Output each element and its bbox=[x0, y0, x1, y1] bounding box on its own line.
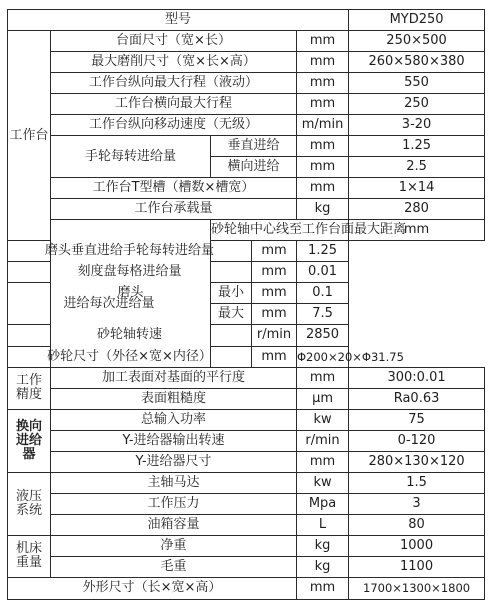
model-label: 型号 bbox=[8, 10, 349, 31]
param-value: 260×580×380 bbox=[349, 52, 485, 73]
group-label-reversing-feeder bbox=[8, 409, 51, 472]
param-value: 1.5 bbox=[349, 472, 485, 493]
spec-table bbox=[7, 9, 485, 600]
param-name: 进给每次进给量 bbox=[8, 283, 211, 325]
table-row bbox=[8, 514, 485, 535]
param-name: 油箱容量 bbox=[51, 514, 297, 535]
param-value: 250×500 bbox=[349, 31, 485, 52]
param-value: 75 bbox=[349, 409, 485, 430]
group-label-grinding-head: 磨头 bbox=[51, 220, 211, 367]
table-row bbox=[8, 409, 485, 430]
param-unit: r/min bbox=[297, 430, 349, 451]
group-label-text: 换向进给器 bbox=[15, 418, 42, 462]
param-unit: mm bbox=[252, 241, 297, 262]
param-unit: kw bbox=[297, 409, 349, 430]
param-name: 最大磨削尺寸（宽×长×高） bbox=[51, 52, 297, 73]
param-value: 280×130×120 bbox=[349, 451, 485, 472]
param-value: 0.1 bbox=[297, 283, 349, 304]
param-unit: μm bbox=[297, 388, 349, 409]
param-unit: mm bbox=[252, 304, 297, 325]
param-unit: mm bbox=[297, 73, 349, 94]
param-name: 工作压力 bbox=[51, 493, 297, 514]
param-unit: mm bbox=[252, 346, 297, 367]
param-unit: kw bbox=[297, 472, 349, 493]
param-name: Y-进给器尺寸 bbox=[51, 451, 297, 472]
table-row bbox=[8, 178, 485, 199]
param-unit: mm bbox=[297, 94, 349, 115]
param-unit: kg bbox=[297, 556, 349, 577]
param-value: 1100 bbox=[349, 556, 485, 577]
param-name: 净重 bbox=[51, 535, 297, 556]
param-value: 3-20 bbox=[349, 115, 485, 136]
param-value: 7.5 bbox=[297, 304, 349, 325]
table-row bbox=[8, 451, 485, 472]
param-name: 工作台横向最大行程 bbox=[51, 94, 297, 115]
param-name: 总输入功率 bbox=[51, 409, 297, 430]
group-label-hydraulic-system bbox=[8, 472, 51, 535]
param-value: 1.25 bbox=[349, 136, 485, 157]
table-row bbox=[8, 199, 485, 220]
param-value: 80 bbox=[349, 514, 485, 535]
param-name: 砂轮尺寸（外径×宽×内径） bbox=[8, 346, 252, 367]
table-row bbox=[8, 262, 485, 283]
param-unit: L bbox=[297, 514, 349, 535]
param-name: 表面粗糙度 bbox=[51, 388, 297, 409]
param-value: Φ200×20×Φ31.75 bbox=[297, 346, 349, 367]
param-value: 550 bbox=[349, 73, 485, 94]
param-unit: Mpa bbox=[297, 493, 349, 514]
param-value: 0.01 bbox=[297, 262, 349, 283]
table-row bbox=[8, 241, 485, 262]
param-unit: mm bbox=[349, 220, 485, 241]
param-name: 磨头垂直进给手轮每转进给量 bbox=[8, 241, 252, 262]
param-unit: mm bbox=[297, 31, 349, 52]
table-row bbox=[8, 115, 485, 136]
param-value: 1.25 bbox=[297, 241, 349, 262]
param-value: 280 bbox=[349, 199, 485, 220]
table-row bbox=[8, 136, 485, 157]
param-name: 工作台纵向最大行程（液动） bbox=[51, 73, 297, 94]
table-row bbox=[8, 52, 485, 73]
param-unit: mm bbox=[297, 52, 349, 73]
param-name: 砂轮轴中心线至工作台面最大距离 bbox=[211, 220, 349, 241]
param-value: 0-120 bbox=[349, 430, 485, 451]
param-unit: mm bbox=[297, 136, 349, 157]
param-unit: m/min bbox=[297, 115, 349, 136]
param-name: 工作台T型槽（槽数×槽宽） bbox=[51, 178, 297, 199]
param-unit: mm bbox=[297, 157, 349, 178]
table-row bbox=[8, 577, 485, 599]
table-row bbox=[8, 535, 485, 556]
group-label-text: 工作精度 bbox=[15, 373, 42, 403]
param-name: 工作台纵向移动速度（无级） bbox=[51, 115, 297, 136]
group-label-machine-weight bbox=[8, 535, 51, 577]
param-name: 台面尺寸（宽×长） bbox=[51, 31, 297, 52]
param-name: 砂轮轴转速 bbox=[8, 325, 252, 346]
param-subname: 垂直进给 bbox=[211, 136, 297, 157]
param-unit: mm bbox=[297, 577, 349, 599]
group-label-text: 液压系统 bbox=[15, 488, 42, 518]
table-row bbox=[8, 94, 485, 115]
param-unit: mm bbox=[297, 451, 349, 472]
table-row bbox=[8, 73, 485, 94]
param-unit: mm bbox=[297, 178, 349, 199]
table-row bbox=[8, 346, 485, 367]
model-value: MYD250 bbox=[349, 10, 485, 31]
group-label-workbench: 工作台 bbox=[8, 31, 51, 241]
param-name: 工作台承载量 bbox=[51, 199, 297, 220]
table-row bbox=[8, 430, 485, 451]
param-value: 1×14 bbox=[349, 178, 485, 199]
table-row bbox=[8, 493, 485, 514]
param-unit: kg bbox=[297, 535, 349, 556]
param-value: 2850 bbox=[297, 325, 349, 346]
param-name: 毛重 bbox=[51, 556, 297, 577]
group-label-text: 机床重量 bbox=[15, 541, 42, 571]
table-row bbox=[8, 556, 485, 577]
param-name: 加工表面对基面的平行度 bbox=[51, 367, 297, 388]
param-name: 刻度盘每格进给量 bbox=[8, 262, 252, 283]
param-unit: mm bbox=[252, 283, 297, 304]
param-value: Ra0.63 bbox=[349, 388, 485, 409]
param-unit: kg bbox=[297, 199, 349, 220]
param-subname: 最大 bbox=[211, 304, 252, 325]
group-label-work-accuracy bbox=[8, 367, 51, 409]
table-row bbox=[8, 367, 485, 388]
param-name: 外形尺寸（长×宽×高） bbox=[8, 577, 297, 599]
param-unit: mm bbox=[297, 367, 349, 388]
param-value: 2.5 bbox=[349, 157, 485, 178]
table-row bbox=[8, 283, 485, 304]
table-row bbox=[8, 220, 485, 241]
table-row bbox=[8, 472, 485, 493]
param-subname: 最小 bbox=[211, 283, 252, 304]
param-name: 主轴马达 bbox=[51, 472, 297, 493]
param-name: Y-进给器输出转速 bbox=[51, 430, 297, 451]
param-value: 300:0.01 bbox=[349, 367, 485, 388]
param-value: 3 bbox=[349, 493, 485, 514]
param-value: 1000 bbox=[349, 535, 485, 556]
table-row bbox=[8, 325, 485, 346]
param-name: 手轮每转进给量 bbox=[51, 136, 211, 178]
param-subname: 横向进给 bbox=[211, 157, 297, 178]
table-row bbox=[8, 31, 485, 52]
param-unit: r/min bbox=[252, 325, 297, 346]
table-row bbox=[8, 10, 485, 31]
param-unit: mm bbox=[252, 262, 297, 283]
table-row bbox=[8, 388, 485, 409]
param-value: 250 bbox=[349, 94, 485, 115]
param-value: 1700×1300×1800 bbox=[349, 577, 485, 599]
